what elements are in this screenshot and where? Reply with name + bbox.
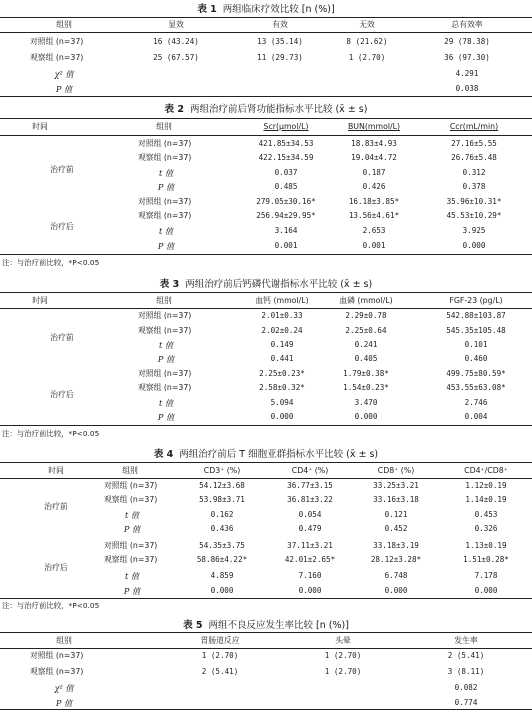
table-4-cell: 0.000 [298,586,322,595]
table-2-stat-label: t 值 [158,226,174,236]
table-2-bottom-rule [0,254,532,255]
table-4-header: CD8⁺ (%) [377,466,415,475]
table-5-top-rule [0,632,532,633]
table-4-cell: 0.000 [474,586,498,595]
table-3-stat-label: t 值 [158,340,174,350]
table-1-cell: 29 (78.38) [444,37,490,46]
table-2-cell: 19.04±4.72 [351,153,397,162]
table-2-head-rule [0,135,532,136]
table-4-cell: 0.121 [384,510,408,519]
table-1-stat-label: χ² 值 [54,69,74,79]
table-2-top-rule [0,118,532,119]
table-4-cell: 0.453 [474,510,498,519]
table-4-cell: 7.160 [298,571,322,580]
table-4-cell: 54.35±3.75 [199,541,245,550]
table-4-period-label: 治疗前 [44,502,68,511]
table-1-head-rule [0,32,532,33]
table-2-cell: 0.000 [462,241,486,250]
table-4-cell: 1.51±0.28* [463,555,509,564]
table-2-cell: 0.312 [462,168,486,177]
table-1-header: 有效 [272,20,288,29]
table-5-bottom-rule [0,709,532,710]
table-3-header: 血磷 (mmol/L) [339,296,393,305]
table-3-cell: 1.54±0.23* [343,383,389,392]
table-3-stat-label: P 值 [157,354,175,364]
table-1-header: 无效 [359,20,375,29]
table-3-header: 时间 [32,296,48,305]
table-2-cell: 3.925 [462,226,486,235]
table-4-cell: 0.452 [384,524,408,533]
table-5-cell: 2 (5.41) [447,651,485,660]
table-1-cell: 25 (67.57) [153,53,199,62]
table-3-head-rule [0,308,532,309]
table-5-cell: 0.082 [454,683,478,692]
table-4-header: 组别 [122,466,138,475]
table-2-cell: 421.85±34.53 [258,139,314,148]
table-4-cell: 33.16±3.18 [373,495,419,504]
table-2-stat-label: t 值 [158,168,174,178]
table-2-period-label: 治疗前 [50,165,74,174]
table-1-cell: 1 (2.70) [348,53,386,62]
table-5-header: 胃肠道反应 [200,636,240,645]
table-2-header: 组别 [156,122,172,131]
table-4-cell: 54.12±3.68 [199,481,245,490]
table-4-cell: 4.859 [210,571,234,580]
table-3-cell: 0.405 [354,354,378,363]
table-4-cell: 36.81±3.22 [287,495,333,504]
table-5-title: 表 5 两组不良反应发生率比较 [n (%)] [183,620,349,631]
table-3-cell: 0.101 [464,340,488,349]
table-1-cell: 11 (29.73) [257,53,303,62]
table-5-cell: 1 (2.70) [201,651,239,660]
table-3-note: 注：与治疗前比较，*P<0.05 [2,429,100,438]
table-2-cell: 26.76±5.48 [451,153,497,162]
table-4-cell: 6.748 [384,571,408,580]
table-2-cell: 0.426 [362,182,386,191]
table-2-header: Scr(μmol/L) [263,122,309,131]
table-4-cell: 1.14±0.19 [465,495,507,504]
table-4-note: 注：与治疗前比较，*P<0.05 [2,601,100,610]
table-4-stat-label: P 值 [123,586,141,596]
table-1-cell: 0.038 [455,84,479,93]
table-2-cell: 对照组 (n=37) [138,139,192,148]
table-3-cell: 0.149 [270,340,294,349]
table-1-stat-label: P 值 [55,84,73,94]
table-4-cell: 观察组 (n=37) [104,555,158,564]
table-2-cell: 0.037 [274,168,298,177]
table-2-cell: 0.187 [362,168,386,177]
table-1-cell: 8 (21.62) [346,37,388,46]
table-5-header: 组别 [56,636,72,645]
table-4-header: CD4⁺/CD8⁺ [464,466,508,475]
table-3-header: 组别 [156,296,172,305]
table-2-header: BUN(mmol/L) [347,122,401,131]
table-2-stat-label: P 值 [157,241,175,251]
table-5-stat-label: P 值 [55,698,73,708]
table-3-top-rule [0,292,532,293]
table-3-stat-label: P 值 [157,412,175,422]
table-2-cell: 16.18±3.85* [348,197,400,206]
table-5-cell: 1 (2.70) [324,667,362,676]
table-3-cell: 1.79±0.38* [343,369,389,378]
table-2-cell: 256.94±29.95* [256,211,316,220]
table-3-cell: 2.25±0.23* [259,369,305,378]
table-3-cell: 2.01±0.33 [261,311,303,320]
table-3-cell: 5.094 [270,398,294,407]
table-2-header: 时间 [32,122,48,131]
table-3-cell: 0.000 [270,412,294,421]
table-2-cell: 对照组 (n=37) [138,197,192,206]
table-5-header: 发生率 [454,636,478,645]
table-1-header: 显效 [168,20,184,29]
table-1-bottom-rule [0,96,532,97]
table-3-stat-label: t 值 [158,398,174,408]
table-3-cell: 542.88±103.87 [446,311,506,320]
table-3-cell: 2.25±0.64 [345,326,387,335]
table-3-header: 血钙 (mmol/L) [255,296,309,305]
table-4-cell: 1.12±0.19 [465,481,507,490]
table-4-cell: 33.25±3.21 [373,481,419,490]
table-4-cell: 7.178 [474,571,498,580]
table-3-cell: 0.000 [354,412,378,421]
table-1-cell: 36 (97.30) [444,53,490,62]
table-4-stat-label: P 值 [123,524,141,534]
table-3-title: 表 3 两组治疗前后钙磷代谢指标水平比较 (x̄ ± s) [159,279,373,290]
table-2-cell: 18.83±4.93 [351,139,397,148]
table-3-cell: 545.35±105.48 [446,326,506,335]
table-4-period-label: 治疗后 [44,563,68,572]
table-4-head-rule [0,478,532,479]
table-2-cell: 观察组 (n=37) [138,153,192,162]
table-2-cell: 0.001 [274,241,298,250]
table-1-header: 组别 [56,20,72,29]
table-4-cell: 0.162 [210,510,234,519]
table-4-cell: 对照组 (n=37) [104,481,158,490]
table-3-cell: 对照组 (n=37) [138,369,192,378]
table-2-cell: 2.653 [362,226,386,235]
table-1-cell: 对照组 (n=37) [30,37,84,46]
table-4-cell: 33.18±3.19 [373,541,419,550]
table-3-cell: 499.75±80.59* [446,369,506,378]
table-3-cell: 2.58±0.32* [259,383,305,392]
table-3-cell: 观察组 (n=37) [138,383,192,392]
table-2-header: Ccr(mL/min) [449,122,499,131]
table-2-cell: 35.96±10.31* [446,197,502,206]
table-3-cell: 2.746 [464,398,488,407]
table-2-cell: 观察组 (n=37) [138,211,192,220]
table-4-title: 表 4 两组治疗前后 T 细胞亚群指标水平比较 (x̄ ± s) [153,449,379,460]
table-1-cell: 16 (43.24) [153,37,199,46]
table-5-head-rule [0,648,532,649]
table-4-cell: 观察组 (n=37) [104,495,158,504]
table-2-title: 表 2 两组治疗前后肾功能指标水平比较 (x̄ ± s) [164,104,368,115]
table-5-cell: 观察组 (n=37) [30,667,84,676]
table-4-cell: 0.054 [298,510,322,519]
table-3-cell: 观察组 (n=37) [138,326,192,335]
table-3-cell: 2.29±0.78 [345,311,387,320]
table-4-cell: 1.13±0.19 [465,541,507,550]
table-2-cell: 45.53±10.29* [446,211,502,220]
table-3-cell: 2.02±0.24 [261,326,303,335]
table-4-cell: 28.12±3.28* [370,555,422,564]
table-2-cell: 422.15±34.59 [258,153,314,162]
table-2-cell: 27.16±5.55 [451,139,497,148]
table-3-cell: 对照组 (n=37) [138,311,192,320]
table-2-cell: 13.56±4.61* [348,211,400,220]
table-3-cell: 0.441 [270,354,294,363]
table-2-cell: 3.164 [274,226,298,235]
table-4-cell: 58.86±4.22* [196,555,248,564]
table-5-header: 头晕 [335,636,351,645]
table-4-header: CD4⁺ (%) [291,466,329,475]
table-3-cell: 0.004 [464,412,488,421]
table-5-cell: 1 (2.70) [324,651,362,660]
table-2-cell: 279.05±30.16* [256,197,316,206]
table-5-cell: 对照组 (n=37) [30,651,84,660]
table-3-bottom-rule [0,425,532,426]
table-4-stat-label: t 值 [124,510,140,520]
table-4-cell: 对照组 (n=37) [104,541,158,550]
table-3-period-label: 治疗后 [50,390,74,399]
table-2-cell: 0.485 [274,182,298,191]
table-2-note: 注：与治疗前比较，*P<0.05 [2,258,100,267]
table-3-cell: 453.55±63.08* [446,383,506,392]
table-4-header: CD3⁺ (%) [203,466,241,475]
table-2-cell: 0.378 [462,182,486,191]
table-4-bottom-rule [0,598,532,599]
table-1-header: 总有效率 [451,20,483,29]
table-1-cell: 13 (35.14) [257,37,303,46]
table-3-cell: 0.460 [464,354,488,363]
table-4-cell: 0.479 [298,524,322,533]
table-4-header: 时间 [48,466,64,475]
table-4-stat-label: t 值 [124,571,140,581]
table-1-title: 表 1 两组临床疗效比较 [n (%)] [197,4,335,15]
table-4-cell: 53.98±3.71 [199,495,245,504]
table-3-cell: 0.241 [354,340,378,349]
table-4-cell: 0.000 [384,586,408,595]
table-4-cell: 0.326 [474,524,498,533]
table-5-cell: 3 (8.11) [447,667,485,676]
table-5-cell: 0.774 [454,698,478,707]
table-2-cell: 0.001 [362,241,386,250]
table-4-cell: 42.01±2.65* [284,555,336,564]
table-4-cell: 36.77±3.15 [287,481,333,490]
table-1-cell: 4.291 [455,69,479,78]
table-3-cell: 3.470 [354,398,378,407]
table-1-cell: 观察组 (n=37) [30,53,84,62]
table-2-stat-label: P 值 [157,182,175,192]
table-1-top-rule [0,17,532,18]
table-4-cell: 0.436 [210,524,234,533]
table-4-cell: 0.000 [210,586,234,595]
table-3-header: FGF-23 (pg/L) [449,296,503,305]
table-5-cell: 2 (5.41) [201,667,239,676]
table-2-period-label: 治疗后 [50,222,74,231]
table-5-stat-label: χ² 值 [54,683,74,693]
table-4-cell: 37.11±3.21 [287,541,333,550]
table-4-top-rule [0,462,532,463]
table-3-period-label: 治疗前 [50,333,74,342]
